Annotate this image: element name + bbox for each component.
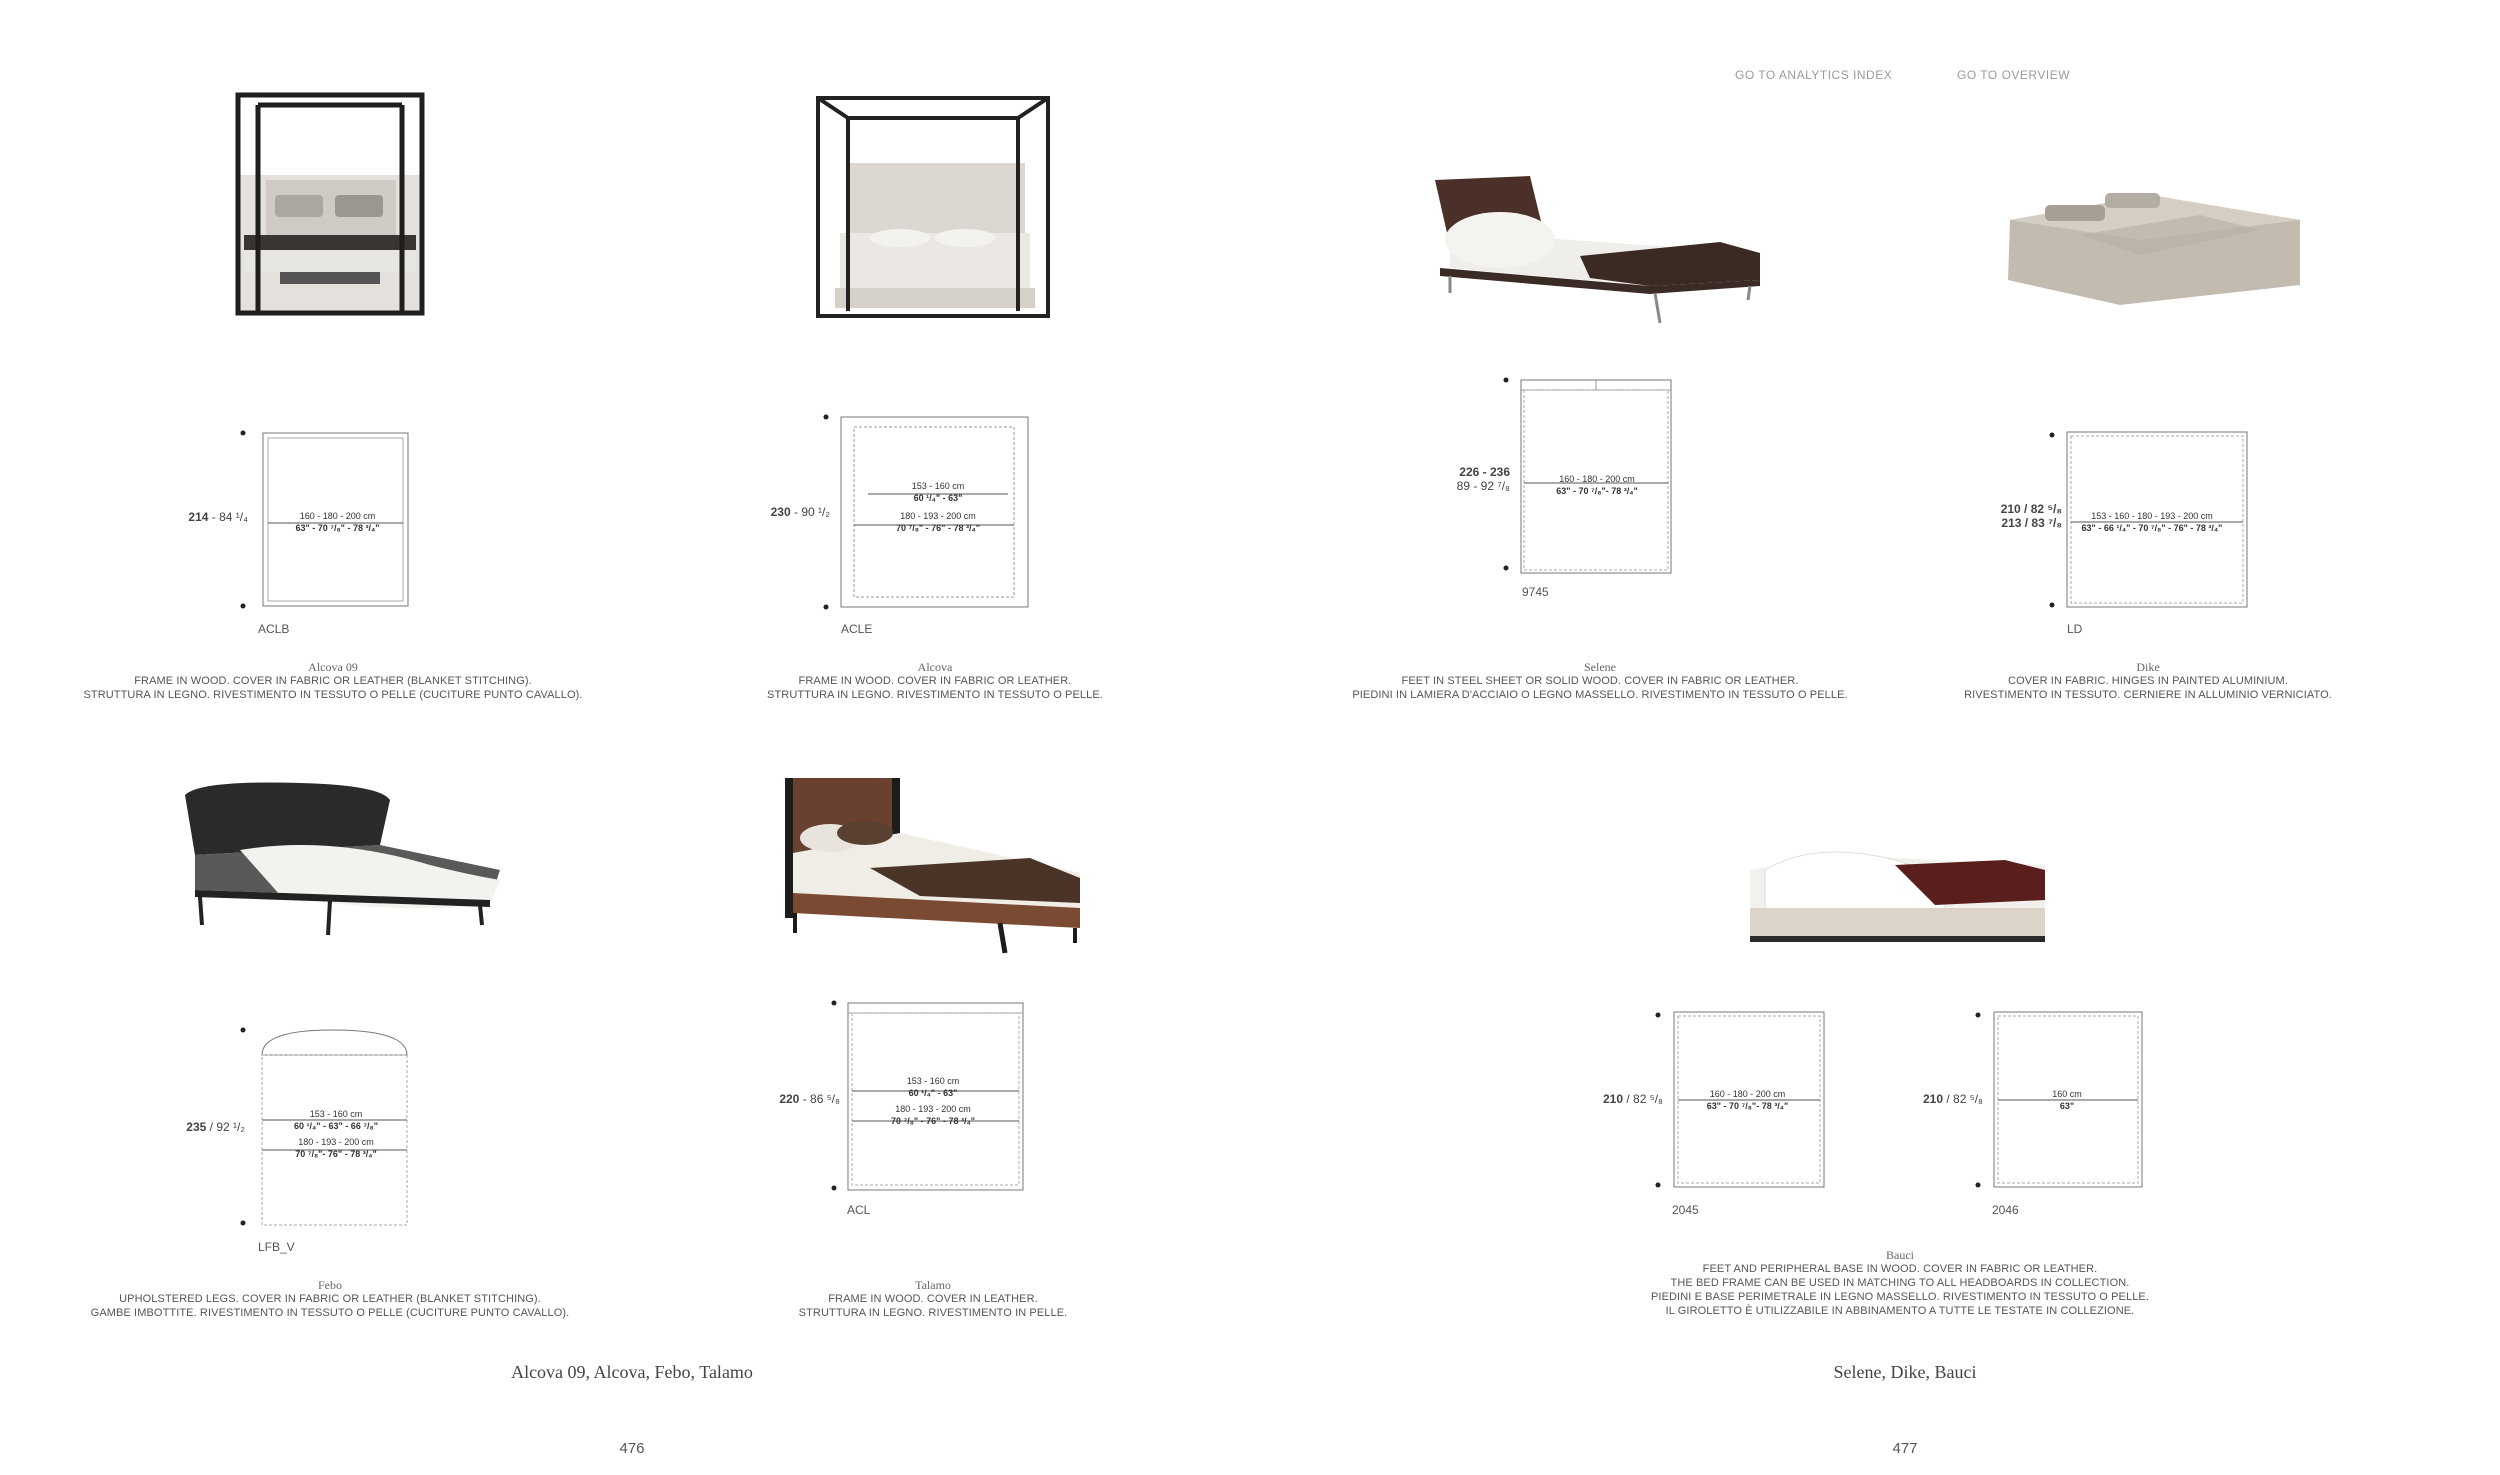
alcova-code: ACLE — [841, 622, 873, 636]
alcova-09-photo — [230, 90, 430, 325]
dike-caption: Dike COVER IN FABRIC. HINGES IN PAINTED ALUMINIUM. RIVESTIMENTO IN TESSUTO. CERNIERE IN ALLUMINIO VERNICIATO. — [1964, 660, 2332, 701]
talamo-caption: Talamo FRAME IN WOOD. COVER IN LEATHER. STRUTTURA IN LEGNO. RIVESTIMENTO IN PELLE. — [798, 1278, 1068, 1319]
dike-photo — [2000, 175, 2310, 320]
febo-caption: Febo UPHOLSTERED LEGS. COVER IN FABRIC OR LEATHER (BLANKET STITCHING). GAMBE IMBOTTITE. RIVESTIMENTO IN TESSUTO O PELLE (CUCITURE PUNTO CAVALLO). — [90, 1278, 570, 1319]
alcova-09-caption: Alcova 09 FRAME IN WOOD. COVER IN FABRIC OR LEATHER (BLANKET STITCHING). STRUTTURA IN LEGNO. RIVESTIMENTO IN TESSUTO O PELLE (CUCITURE PUNTO CAVALLO). — [83, 660, 583, 701]
bauci-2045-inner-dims: 160 - 180 - 200 cm 63" - 70 ⁷/₈"- 78 ³/₄" — [1706, 1089, 1789, 1111]
selene-dim: 226 - 236 89 - 92 ⁷/₈ — [1456, 465, 1510, 493]
talamo-code: ACL — [847, 1203, 871, 1217]
dike-inner-dims: 153 - 160 - 180 - 193 - 200 cm 63" - 66 ¹/₄" - 70 ⁷/₈" - 76" - 78 ³/₄" — [2081, 511, 2223, 533]
alcova-photo — [810, 93, 1055, 328]
right-page-number: 477 — [1892, 1440, 1918, 1457]
dike-code: LD — [2067, 622, 2083, 636]
left-page-number: 476 — [619, 1440, 645, 1457]
alcova-caption: Alcova FRAME IN WOOD. COVER IN FABRIC OR LEATHER. STRUTTURA IN LEGNO. RIVESTIMENTO IN TESSUTO O PELLE. — [767, 660, 1103, 701]
alcova-09-code: ACLB — [258, 622, 290, 636]
alcova-09-dim: 214 - 84 ¹/₄ — [188, 510, 248, 524]
overview-link[interactable]: GO TO OVERVIEW — [1957, 68, 2071, 82]
bauci-2046-code: 2046 — [1992, 1203, 2019, 1217]
selene-inner-dims: 160 - 180 - 200 cm 63" - 70 ⁷/₈"- 78 ³/₄" — [1556, 474, 1638, 496]
talamo-photo — [780, 778, 1090, 963]
bauci-2046-dim: 210 / 82 ⁵/₈ — [1923, 1092, 1983, 1106]
bauci-2045-dim: 210 / 82 ⁵/₈ — [1603, 1092, 1663, 1106]
bauci-photo — [1745, 830, 2050, 955]
bauci-2046-inner-dims: 160 cm 63" — [2052, 1089, 2082, 1111]
alcova-inner-dims: 153 - 160 cm 60 ¹/₄" - 63" 180 - 193 - 200 cm 70 ⁷/₈" - 76" - 78 ³/₄" — [895, 481, 981, 533]
left-page-title: Alcova 09, Alcova, Febo, Talamo — [511, 1362, 753, 1382]
right-page-title: Selene, Dike, Bauci — [1833, 1362, 1977, 1382]
selene-caption: Selene FEET IN STEEL SHEET OR SOLID WOOD. COVER IN FABRIC OR LEATHER. PIEDINI IN LAMIERA D'ACCIAIO O LEGNO MASSELLO. RIVESTIMENTO IN TESSUTO O PELLE. — [1352, 660, 1848, 701]
alcova-09-inner-dims: 160 - 180 - 200 cm 63" - 70 ⁷/₈" - 78 ³/₄" — [295, 511, 380, 533]
analytics-index-link[interactable]: GO TO ANALYTICS INDEX — [1735, 68, 1893, 82]
selene-photo — [1430, 168, 1770, 333]
alcova-dim: 230 - 90 ¹/₂ — [770, 505, 830, 519]
talamo-inner-dims: 153 - 160 cm 60 ¹/₄" - 63" 180 - 193 - 200 cm 70 ⁷/₈" - 76" - 78 ³/₄" — [890, 1076, 976, 1126]
febo-inner-dims: 153 - 160 cm 60 ¹/₄" - 63" - 66 ⁷/₈" 180 - 193 - 200 cm 70 ⁷/₈"- 76" - 78 ³/₄" — [293, 1109, 379, 1159]
bauci-caption: Bauci FEET AND PERIPHERAL BASE IN WOOD. COVER IN FABRIC OR LEATHER. THE BED FRAME CAN BE USED IN MATCHING TO ALL HEADBOARDS IN COLLECTION. PIEDINI E BASE PERIMETRALE IN LEGNO MASSELLO. RIVESTIMENTO IN TESSUTO O PELLE. IL GIROLETTO È UTILIZZABILE IN ABBINAMENTO A TUTTE LE TESTATE IN COLLEZIONE. — [1650, 1248, 2150, 1317]
febo-code: LFB_V — [258, 1240, 295, 1254]
bauci-2045-code: 2045 — [1672, 1203, 1699, 1217]
selene-code: 9745 — [1522, 585, 1549, 599]
dike-dim: 210 / 82 ⁵/₈ 213 / 83 ⁷/₈ — [2000, 502, 2062, 530]
febo-photo — [180, 775, 510, 945]
talamo-dim: 220 - 86 ⁵/₈ — [779, 1092, 840, 1106]
febo-dim: 235 / 92 ¹/₂ — [186, 1120, 245, 1134]
